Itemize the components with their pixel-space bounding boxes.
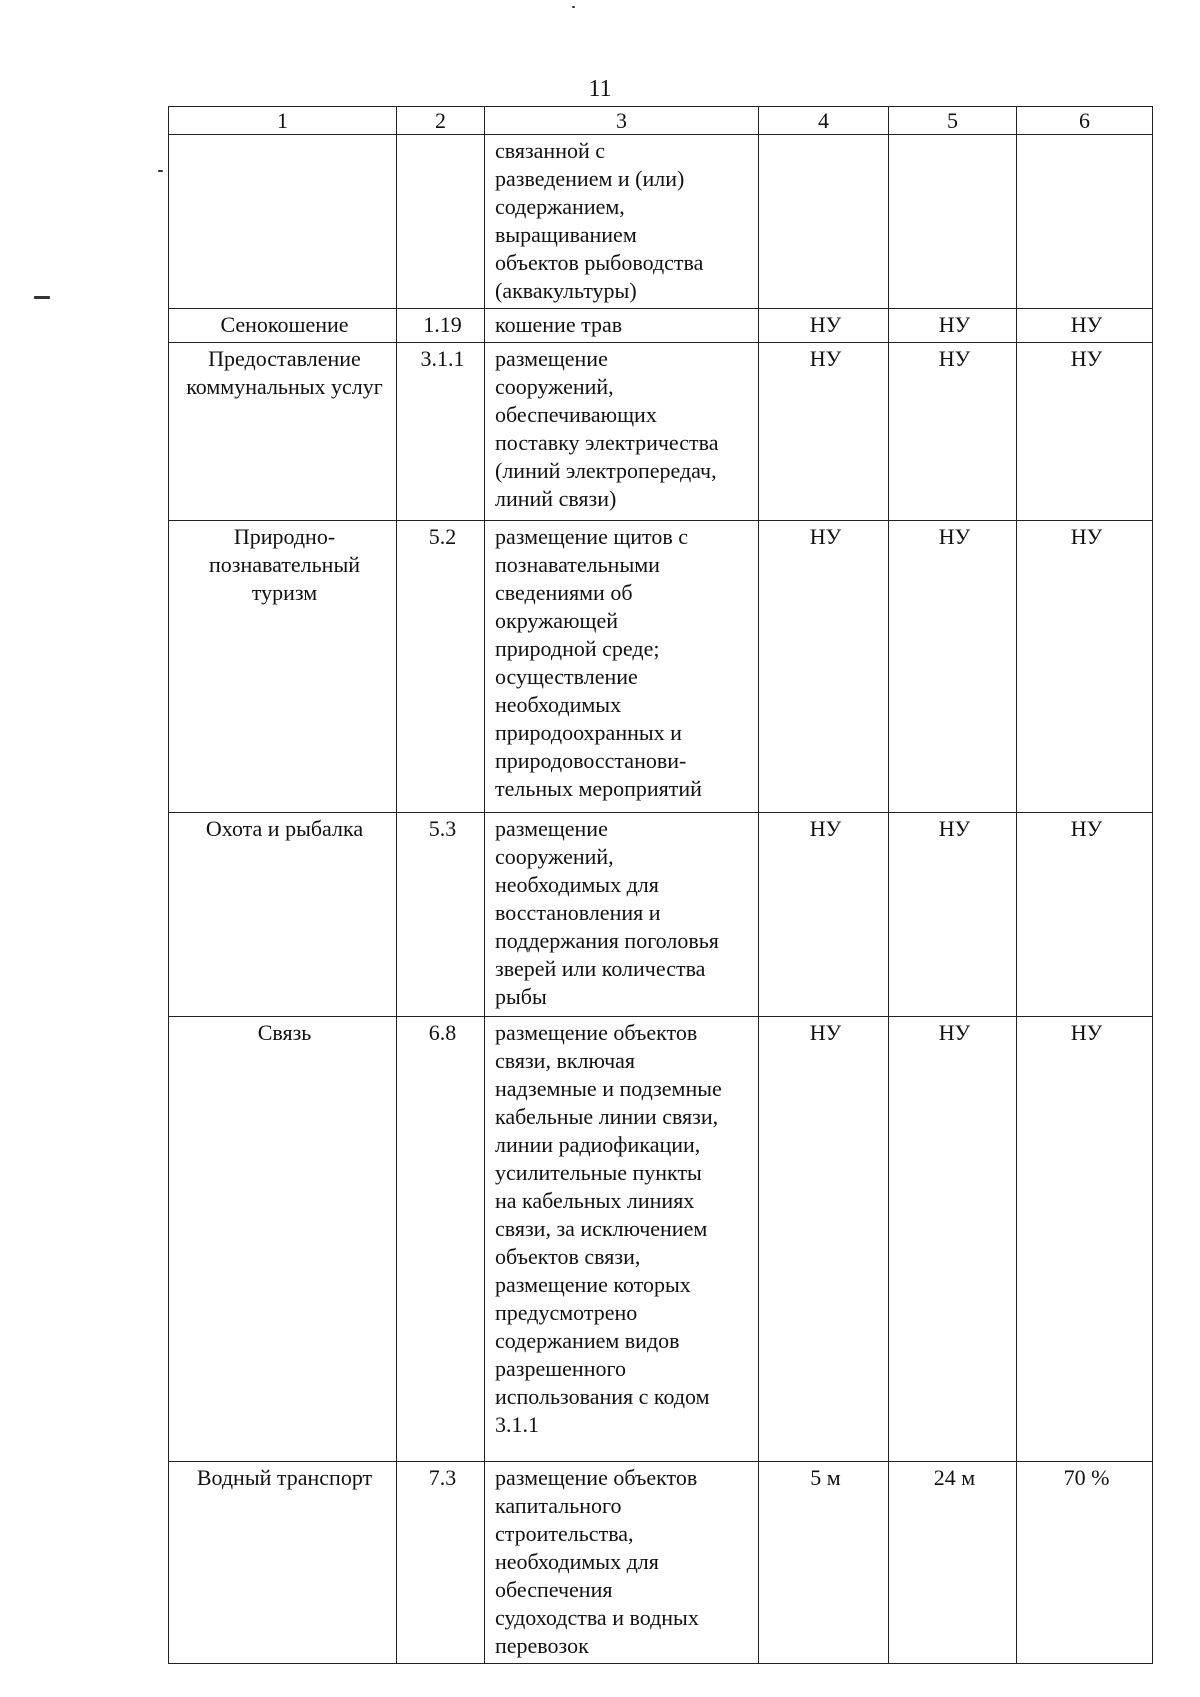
- land-use-description-cell: [485, 521, 759, 813]
- description-line: объектов рыбоводства: [495, 250, 704, 275]
- param-col4-cell: [759, 135, 889, 309]
- land-use-code-cell: 1.19: [397, 309, 485, 343]
- description-line: разведением и (или): [495, 166, 685, 191]
- land-use-description-cell: [485, 135, 759, 309]
- header-cell: 3: [485, 107, 759, 135]
- header-cell: 2: [397, 107, 485, 135]
- param-col4-cell: 5 м: [759, 1462, 889, 1664]
- param-col5-cell: 24 м: [889, 1462, 1017, 1664]
- land-use-code-cell: 5.3: [397, 813, 485, 1017]
- description-line: строительства,: [495, 1521, 634, 1546]
- description-line: размещение: [495, 816, 608, 841]
- description-line: познавательными: [495, 552, 660, 577]
- table-row: [169, 1462, 1153, 1664]
- description-line: обеспечивающих: [495, 402, 657, 427]
- description-line: линии радиофикации,: [495, 1132, 701, 1157]
- table-row: [169, 1017, 1153, 1462]
- description-line: кошение трав: [495, 312, 623, 337]
- description-line: содержанием,: [495, 194, 625, 219]
- description-line: размещение объектов: [495, 1465, 698, 1490]
- param-col6-cell: [1017, 135, 1153, 309]
- description-line: кабельные линии связи,: [495, 1104, 719, 1129]
- land-use-name-cell: [169, 135, 397, 309]
- table-row: [169, 343, 1153, 521]
- land-use-name-cell: Связь: [169, 1017, 397, 1462]
- land-use-name-cell: Природно-познавательный туризм: [169, 521, 397, 813]
- description-line: выращиванием: [495, 222, 637, 247]
- header-cell: 4: [759, 107, 889, 135]
- description-line: размещение объектов: [495, 1020, 698, 1045]
- land-use-table: [168, 106, 1153, 1664]
- description-line: необходимых: [495, 692, 622, 717]
- description-line: перевозок: [495, 1633, 589, 1658]
- description-line: связанной с: [495, 138, 606, 163]
- description-line: природной среде;: [495, 636, 660, 661]
- land-use-description-cell: [485, 1017, 759, 1462]
- description-line: тельных мероприятий: [495, 776, 702, 801]
- param-col6-cell: 70 %: [1017, 1462, 1153, 1664]
- scan-speck: [158, 170, 163, 172]
- land-use-name-cell: Водный транспорт: [169, 1462, 397, 1664]
- description-line: (аквакультуры): [495, 278, 637, 303]
- param-col6-cell: НУ: [1017, 343, 1153, 521]
- description-line: сооружений,: [495, 374, 614, 399]
- param-col5-cell: НУ: [889, 813, 1017, 1017]
- description-line: размещение: [495, 346, 608, 371]
- description-line: поставку электричества: [495, 430, 719, 455]
- land-use-description-cell: [485, 1462, 759, 1664]
- description-line: размещение щитов с: [495, 524, 689, 549]
- description-line: использования с кодом: [495, 1384, 710, 1409]
- description-line: линий связи): [495, 486, 617, 511]
- description-line: необходимых для: [495, 872, 659, 897]
- description-line: содержанием видов: [495, 1328, 680, 1353]
- description-line: надземные и подземные: [495, 1076, 722, 1101]
- description-line: восстановления и: [495, 900, 661, 925]
- param-col6-cell: НУ: [1017, 309, 1153, 343]
- land-use-description-cell: [485, 813, 759, 1017]
- land-use-description-cell: [485, 309, 759, 343]
- land-use-description-cell: [485, 343, 759, 521]
- description-line: на кабельных линиях: [495, 1188, 695, 1213]
- description-line: природовосстанови-: [495, 748, 687, 773]
- description-line: разрешенного: [495, 1356, 626, 1381]
- description-line: природоохранных и: [495, 720, 682, 745]
- header-cell: 1: [169, 107, 397, 135]
- description-line: осуществление: [495, 664, 638, 689]
- description-line: связи, включая: [495, 1048, 636, 1073]
- table-row: [169, 521, 1153, 813]
- param-col4-cell: НУ: [759, 1017, 889, 1462]
- table-header-row: [169, 107, 1153, 135]
- description-line: сооружений,: [495, 844, 614, 869]
- land-use-code-cell: [397, 135, 485, 309]
- param-col4-cell: НУ: [759, 521, 889, 813]
- land-use-code-cell: 7.3: [397, 1462, 485, 1664]
- description-line: объектов связи,: [495, 1244, 641, 1269]
- param-col5-cell: НУ: [889, 1017, 1017, 1462]
- param-col6-cell: НУ: [1017, 521, 1153, 813]
- scan-speck: [34, 296, 50, 299]
- param-col4-cell: НУ: [759, 343, 889, 521]
- scan-speck: [572, 6, 575, 8]
- description-line: зверей или количества: [495, 956, 706, 981]
- param-col6-cell: НУ: [1017, 1017, 1153, 1462]
- description-line: связи, за исключением: [495, 1216, 708, 1241]
- table-row: [169, 135, 1153, 309]
- land-use-name-cell: Предоставление коммунальных услуг: [169, 343, 397, 521]
- description-line: поддержания поголовья: [495, 928, 719, 953]
- param-col5-cell: [889, 135, 1017, 309]
- description-line: необходимых для: [495, 1549, 659, 1574]
- param-col5-cell: НУ: [889, 309, 1017, 343]
- land-use-code-cell: 6.8: [397, 1017, 485, 1462]
- table-row: [169, 309, 1153, 343]
- header-cell: 5: [889, 107, 1017, 135]
- param-col6-cell: НУ: [1017, 813, 1153, 1017]
- description-line: размещение которых: [495, 1272, 691, 1297]
- table-row: [169, 813, 1153, 1017]
- description-line: предусмотрено: [495, 1300, 638, 1325]
- param-col4-cell: НУ: [759, 813, 889, 1017]
- description-line: усилительные пункты: [495, 1160, 702, 1185]
- description-line: капитального: [495, 1493, 622, 1518]
- land-use-name-cell: Охота и рыбалка: [169, 813, 397, 1017]
- description-line: рыбы: [495, 984, 547, 1009]
- description-line: судоходства и водных: [495, 1605, 699, 1630]
- param-col5-cell: НУ: [889, 343, 1017, 521]
- header-cell: 6: [1017, 107, 1153, 135]
- land-use-code-cell: 3.1.1: [397, 343, 485, 521]
- description-line: окружающей: [495, 608, 618, 633]
- description-line: обеспечения: [495, 1577, 613, 1602]
- page-number: 11: [588, 76, 612, 102]
- description-line: сведениями об: [495, 580, 633, 605]
- land-use-name-cell: Сенокошение: [169, 309, 397, 343]
- param-col4-cell: НУ: [759, 309, 889, 343]
- description-line: (линий электропередач,: [495, 458, 717, 483]
- param-col5-cell: НУ: [889, 521, 1017, 813]
- land-use-code-cell: 5.2: [397, 521, 485, 813]
- description-line: 3.1.1: [495, 1412, 539, 1437]
